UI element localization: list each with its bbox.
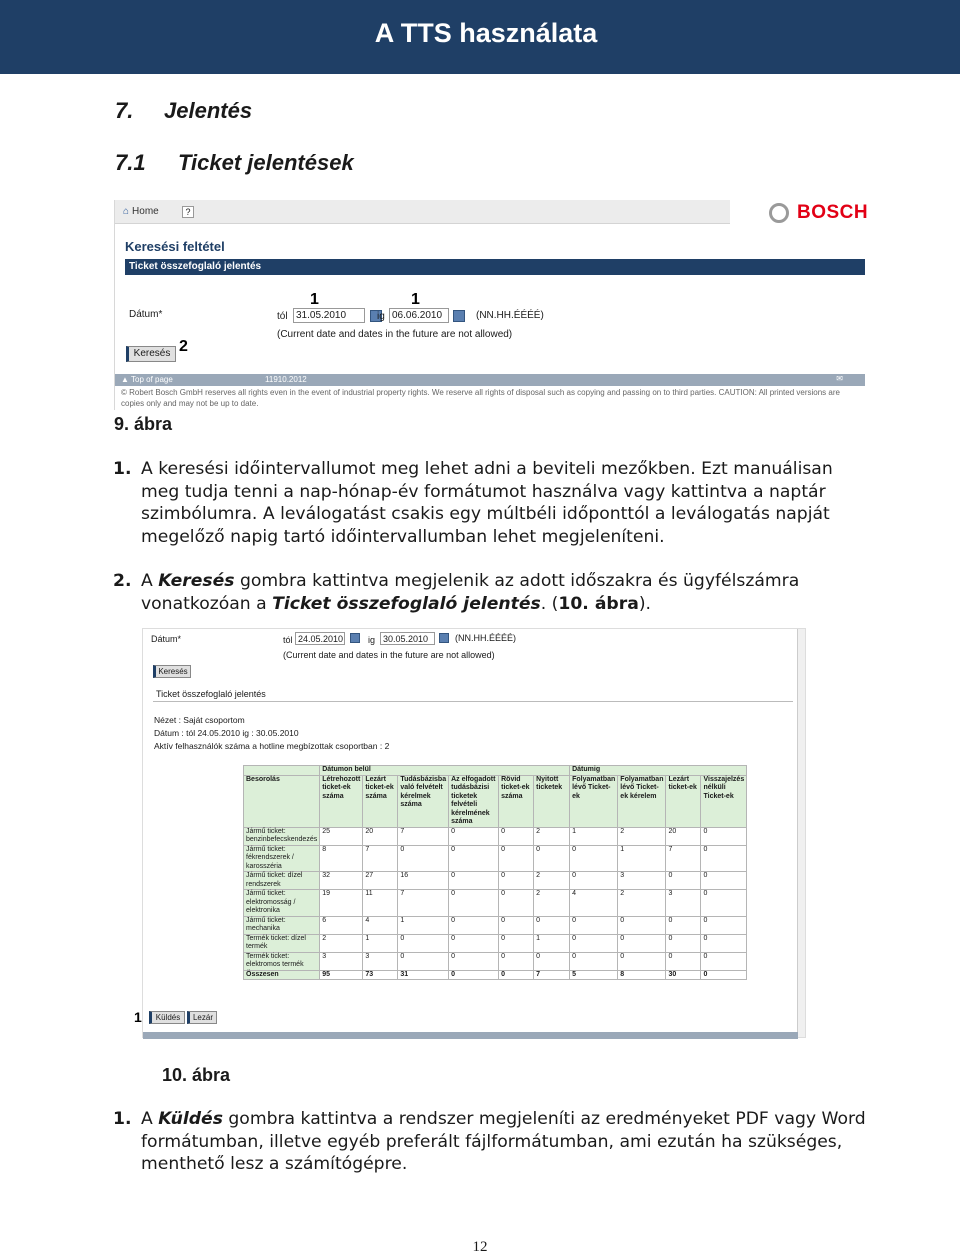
to-date-input[interactable]: 06.06.2010 xyxy=(389,308,449,323)
total-cell: 8 xyxy=(618,970,666,980)
table-cell: 0 xyxy=(701,845,747,872)
row-label: Jármű ticket: fékrendszerek / karosszéria xyxy=(244,845,320,872)
table-cell: 0 xyxy=(449,890,499,917)
keresés-emphasis: Keresés xyxy=(158,571,235,591)
table-cell: 19 xyxy=(320,890,363,917)
row-label: Jármű ticket: benzinbefecskendezés xyxy=(244,827,320,845)
table-cell: 8 xyxy=(320,845,363,872)
table-cell: 1 xyxy=(618,845,666,872)
table-cell: 0 xyxy=(701,890,747,917)
active-users-line: Aktív felhasználók száma a hotline megbízottak csoportban : 2 xyxy=(154,741,390,751)
table-cell: 20 xyxy=(666,827,701,845)
table-cell: 0 xyxy=(398,934,449,952)
date-label: Dátum* xyxy=(129,309,163,320)
heading-section xyxy=(115,150,354,176)
send-button[interactable]: Küldés xyxy=(149,1011,185,1024)
report-name-emphasis: Ticket összefoglaló jelentés xyxy=(272,593,541,614)
küldés-emphasis: Küldés xyxy=(158,1109,223,1129)
group-header-until-date: Dátumig xyxy=(570,766,747,776)
table-cell: 0 xyxy=(449,872,499,890)
table-cell: 0 xyxy=(499,952,534,970)
table-cell: 7 xyxy=(398,890,449,917)
table-cell: 25 xyxy=(320,827,363,845)
table-cell: 32 xyxy=(320,872,363,890)
table-corner xyxy=(244,766,320,776)
table-cell: 0 xyxy=(570,845,618,872)
table-cell: 1 xyxy=(398,916,449,934)
footer-bar xyxy=(115,374,865,386)
table-cell: 4 xyxy=(363,916,398,934)
paragraph-text: A Küldés gombra kattintva a rendszer megjeleníti az eredményeket PDF vagy Word formátumban, illetve egyéb preferált fájlformátumban, ami ezután ha szükséges, menthető lesz a számítógépre. xyxy=(141,1109,866,1174)
column-header: Tudásbázisba való felvételt kérelmek száma xyxy=(398,775,449,827)
row-label: Jármű ticket: dízel rendszerek xyxy=(244,872,320,890)
total-cell: 7 xyxy=(534,970,570,980)
column-header: Folyamatban lévő Ticket-ek kérelem xyxy=(618,775,666,827)
table-cell: 0 xyxy=(499,916,534,934)
table-cell: 0 xyxy=(398,845,449,872)
table-cell: 0 xyxy=(701,916,747,934)
vertical-scrollbar[interactable] xyxy=(797,629,805,1037)
report-table xyxy=(243,765,747,980)
callout-1-from: 1 xyxy=(310,291,319,308)
table-row xyxy=(244,952,747,970)
table-cell: 2 xyxy=(618,890,666,917)
table-cell: 3 xyxy=(363,952,398,970)
search-criteria-title: Keresési feltétel xyxy=(125,239,225,254)
table-row xyxy=(244,827,747,845)
heading-chapter xyxy=(115,98,252,124)
table-cell: 0 xyxy=(666,952,701,970)
from-date-input[interactable]: 31.05.2010 xyxy=(293,308,365,323)
table-cell: 7 xyxy=(398,827,449,845)
calendar-icon[interactable] xyxy=(439,633,449,643)
table-cell: 11 xyxy=(363,890,398,917)
period-line: Dátum : tól 24.05.2010 ig : 30.05.2010 xyxy=(154,728,299,738)
total-cell: 30 xyxy=(666,970,701,980)
paragraph-1 xyxy=(113,458,873,548)
table-cell: 0 xyxy=(570,916,618,934)
heading-section-number: 7.1 xyxy=(115,150,146,175)
table-cell: 3 xyxy=(666,890,701,917)
row-label: Jármű ticket: elektromosság / elektronika xyxy=(244,890,320,917)
date-label: Dátum* xyxy=(151,634,182,644)
table-cell: 0 xyxy=(449,827,499,845)
total-row xyxy=(244,970,747,980)
table-row xyxy=(244,872,747,890)
table-cell: 1 xyxy=(363,934,398,952)
row-label: Jármű ticket: mechanika xyxy=(244,916,320,934)
top-nav-bar xyxy=(115,200,730,224)
bosch-ring-icon xyxy=(769,203,789,223)
total-cell: 0 xyxy=(499,970,534,980)
table-cell: 0 xyxy=(666,934,701,952)
table-cell: 6 xyxy=(320,916,363,934)
column-header: Lezárt ticket-ek xyxy=(666,775,701,827)
row-label: Termék ticket: elektromos termék xyxy=(244,952,320,970)
figure-9-caption: 9. ábra xyxy=(114,414,173,434)
total-cell: 73 xyxy=(363,970,398,980)
calendar-icon[interactable] xyxy=(350,633,360,643)
table-cell: 27 xyxy=(363,872,398,890)
table-cell: 2 xyxy=(534,890,570,917)
table-cell: 2 xyxy=(534,827,570,845)
total-label: Összesen xyxy=(244,970,320,980)
table-cell: 4 xyxy=(570,890,618,917)
home-link[interactable]: ⌂ Home xyxy=(123,206,159,217)
total-cell: 5 xyxy=(570,970,618,980)
table-cell: 0 xyxy=(701,952,747,970)
table-cell: 0 xyxy=(499,890,534,917)
report-title-bar: Ticket összefoglaló jelentés xyxy=(125,259,865,275)
callout-1-to: 1 xyxy=(411,291,420,308)
view-line: Nézet : Saját csoportom xyxy=(154,715,245,725)
total-cell: 0 xyxy=(449,970,499,980)
table-row xyxy=(244,890,747,917)
table-cell: 0 xyxy=(618,916,666,934)
figure-10-screenshot xyxy=(134,628,806,1038)
group-header-within-date: Dátumon belül xyxy=(320,766,570,776)
table-cell: 0 xyxy=(449,916,499,934)
table-cell: 2 xyxy=(320,934,363,952)
footer-copyright: © Robert Bosch GmbH reserves all rights even in the event of industrial property rights. We reserve all rights of disposal such as copying and passing on to third parties. CAUTION: All printed versions are copies only and may not be up to date. xyxy=(121,388,840,408)
from-label: tól xyxy=(277,311,288,322)
column-header: Nyitott ticketek xyxy=(534,775,570,827)
table-cell: 0 xyxy=(570,952,618,970)
table-cell: 0 xyxy=(534,916,570,934)
table-cell: 0 xyxy=(701,872,747,890)
total-cell: 95 xyxy=(320,970,363,980)
to-label: ig xyxy=(377,311,385,322)
table-cell: 0 xyxy=(449,934,499,952)
from-date-input[interactable]: 24.05.2010 xyxy=(295,632,345,645)
search-button[interactable]: Keresés xyxy=(126,346,176,362)
table-cell: 0 xyxy=(534,952,570,970)
row-label: Termék ticket: dízel termék xyxy=(244,934,320,952)
table-cell: 0 xyxy=(534,845,570,872)
paragraph-number: 1. xyxy=(113,1109,132,1129)
column-header: Az elfogadott tudásbázisi ticketek felvételi kérelmének száma xyxy=(449,775,499,827)
date-format-hint: (NN.HH.ÉÉÉÉ) xyxy=(476,310,544,321)
table-cell: 20 xyxy=(363,827,398,845)
figure-10-caption: 10. ábra xyxy=(162,1065,231,1085)
table-cell: 0 xyxy=(618,952,666,970)
report-title: Ticket összefoglaló jelentés xyxy=(153,688,793,702)
date-note: (Current date and dates in the future are not allowed) xyxy=(283,650,495,660)
callout-2-search: 2 xyxy=(179,338,188,355)
column-header: Visszajelzés nélküli Ticket-ek xyxy=(701,775,747,827)
table-row xyxy=(244,845,747,872)
header-banner xyxy=(0,0,960,74)
calendar-icon[interactable] xyxy=(453,310,465,322)
table-cell: 0 xyxy=(618,934,666,952)
close-button[interactable]: Lezár xyxy=(187,1011,217,1024)
mail-icon[interactable]: ✉ xyxy=(836,374,843,383)
paragraph-3 xyxy=(113,1108,873,1176)
document-title: A TTS használata xyxy=(374,18,598,48)
footer-date: 11910.2012 xyxy=(265,375,307,384)
table-cell: 0 xyxy=(398,952,449,970)
table-cell: 0 xyxy=(449,952,499,970)
footer-bar xyxy=(143,1032,798,1039)
table-cell: 2 xyxy=(618,827,666,845)
date-note: (Current date and dates in the future are not allowed) xyxy=(277,329,513,340)
table-cell: 0 xyxy=(499,872,534,890)
to-date-input[interactable]: 30.05.2010 xyxy=(380,632,435,645)
table-row xyxy=(244,916,747,934)
table-cell: 0 xyxy=(666,872,701,890)
table-cell: 3 xyxy=(618,872,666,890)
top-of-page-link[interactable]: ▲ Top of page xyxy=(121,375,173,384)
column-header: Folyamatban lévő Ticket-ek xyxy=(570,775,618,827)
paragraph-number: 1. xyxy=(113,459,132,479)
total-cell: 0 xyxy=(701,970,747,980)
table-cell: 3 xyxy=(320,952,363,970)
home-icon: ⌂ xyxy=(123,206,130,217)
from-label: tól xyxy=(283,635,293,645)
paragraph-number: 2. xyxy=(113,571,132,591)
date-format-hint: (NN.HH.ÉÉÉÉ) xyxy=(455,633,517,643)
figure-reference: 10. ábra xyxy=(558,593,639,614)
paragraph-text: A Keresés gombra kattintva megjelenik az adott időszakra és ügyfélszámra vonatkozóan a Ticket összefoglaló jelentés. (10. ábra). xyxy=(141,571,800,614)
total-cell: 31 xyxy=(398,970,449,980)
table-cell: 0 xyxy=(499,845,534,872)
table-cell: 0 xyxy=(701,827,747,845)
search-button[interactable]: Keresés xyxy=(153,665,191,678)
table-row xyxy=(244,934,747,952)
help-icon[interactable]: ? xyxy=(182,206,194,218)
column-header: Létrehozott ticket-ek száma xyxy=(320,775,363,827)
bosch-logo: BOSCH xyxy=(797,202,869,223)
to-label: ig xyxy=(368,635,376,645)
callout-1-send: 1 xyxy=(134,1009,142,1025)
paragraph-2 xyxy=(113,570,873,615)
heading-chapter-number: 7. xyxy=(115,98,134,123)
heading-section-text: Ticket jelentések xyxy=(178,150,354,175)
table-cell: 1 xyxy=(534,934,570,952)
table-cell: 7 xyxy=(363,845,398,872)
table-cell: 0 xyxy=(499,827,534,845)
table-cell: 2 xyxy=(534,872,570,890)
paragraph-text: A keresési időintervallumot meg lehet adni a beviteli mezőkben. Ezt manuálisan meg tudja tenni a nap-hónap-év formátumot használva vagy kattintva a naptár szimbólumra. A leválogatást csakis egy múltbéli időponttól a leválogatás napját megelőző napig tartó időintervallumban lehet megjeleníteni. xyxy=(141,459,833,547)
figure-9-screenshot xyxy=(114,200,879,410)
column-header: Lezárt ticket-ek száma xyxy=(363,775,398,827)
table-cell: 0 xyxy=(570,934,618,952)
column-header: Rövid ticket-ek száma xyxy=(499,775,534,827)
table-cell: 1 xyxy=(570,827,618,845)
table-cell: 0 xyxy=(701,934,747,952)
table-cell: 0 xyxy=(499,934,534,952)
table-cell: 0 xyxy=(570,872,618,890)
table-cell: 0 xyxy=(449,845,499,872)
table-cell: 7 xyxy=(666,845,701,872)
table-cell: 0 xyxy=(666,916,701,934)
page-number: 12 xyxy=(472,1239,488,1255)
heading-chapter-text: Jelentés xyxy=(164,98,253,123)
column-header: Besorolás xyxy=(244,775,320,827)
table-cell: 16 xyxy=(398,872,449,890)
